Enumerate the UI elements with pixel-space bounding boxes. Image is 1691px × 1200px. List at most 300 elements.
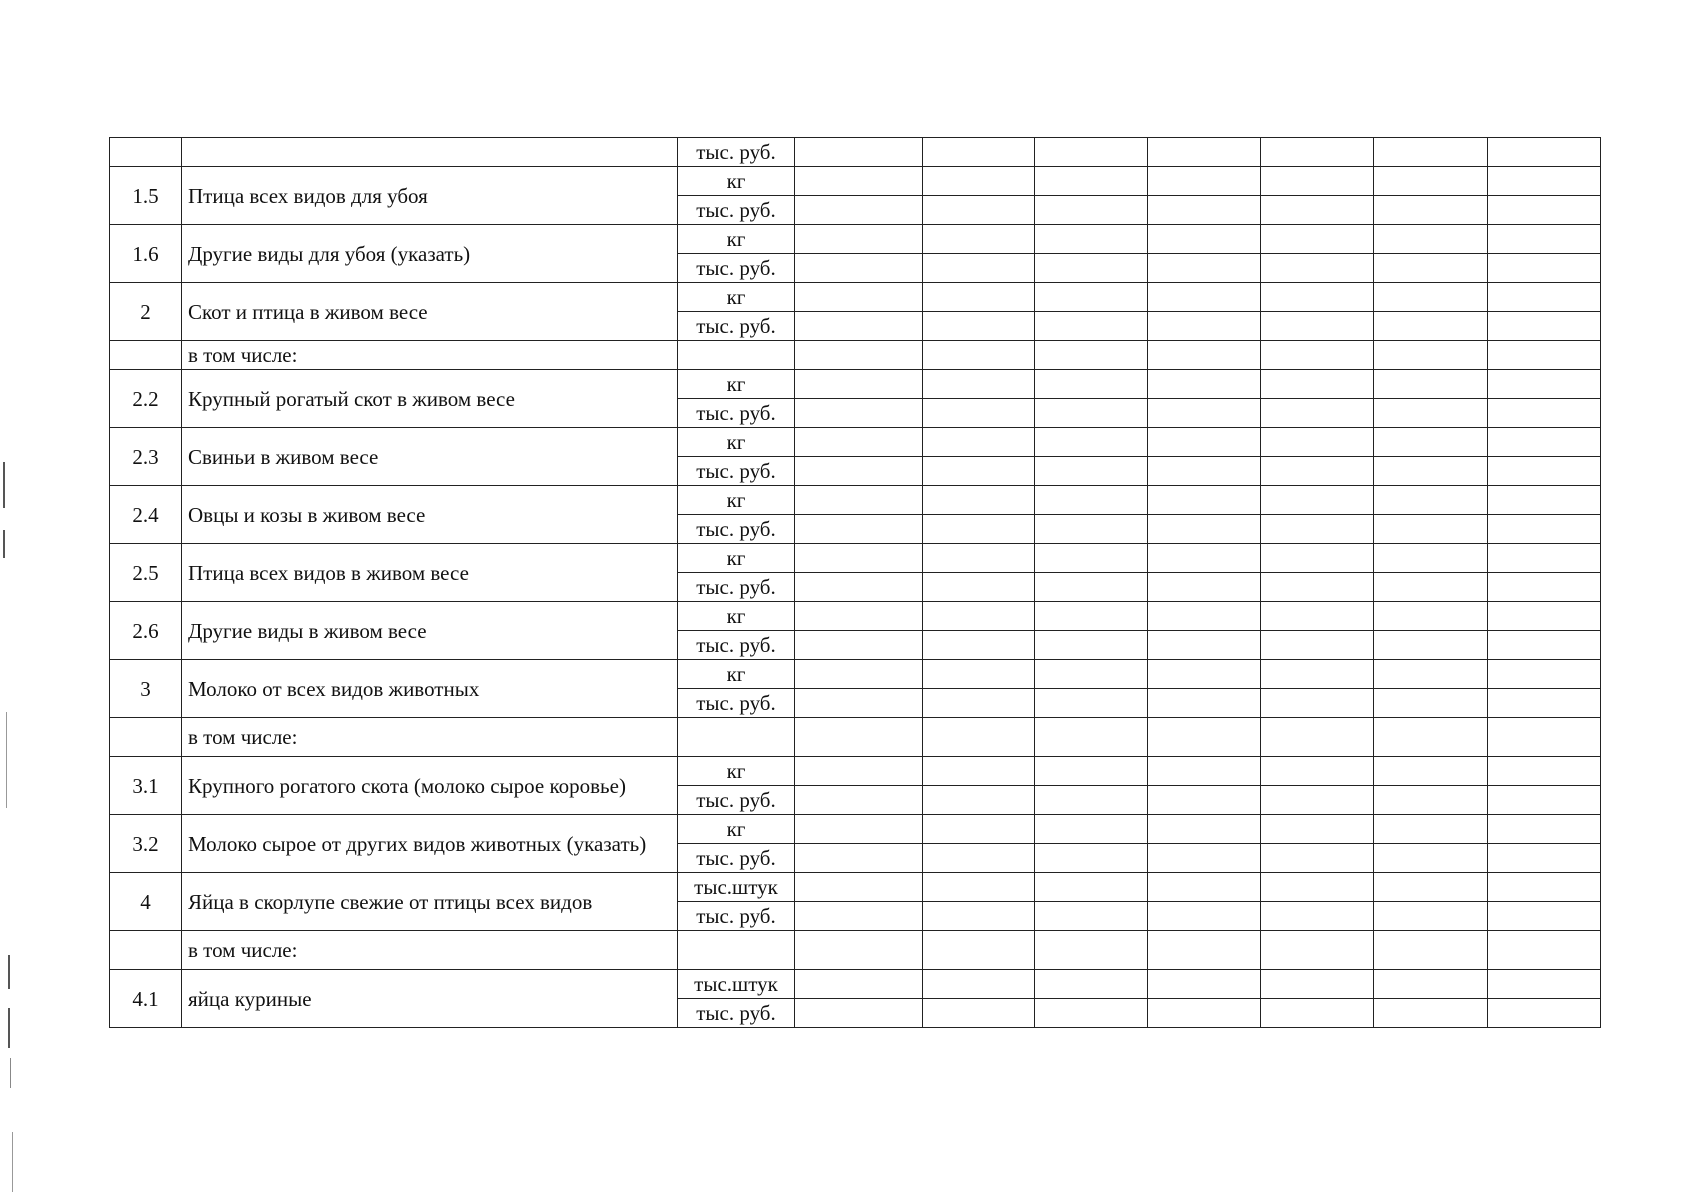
value-cell[interactable] bbox=[1261, 283, 1374, 312]
value-cell[interactable] bbox=[1035, 602, 1148, 631]
row-name: в том числе: bbox=[182, 718, 678, 757]
value-cell[interactable] bbox=[1148, 254, 1261, 283]
value-cell[interactable] bbox=[1148, 689, 1261, 718]
value-cell[interactable] bbox=[795, 167, 923, 196]
row-name: в том числе: bbox=[182, 931, 678, 970]
value-cell[interactable] bbox=[795, 544, 923, 573]
value-cell[interactable] bbox=[1488, 757, 1601, 786]
unit-cell: кг bbox=[678, 660, 795, 689]
value-cell[interactable] bbox=[1035, 815, 1148, 844]
row-number: 3.1 bbox=[110, 757, 182, 815]
row-number: 4.1 bbox=[110, 970, 182, 1028]
unit-cell: кг bbox=[678, 428, 795, 457]
value-cell[interactable] bbox=[1035, 660, 1148, 689]
value-cell[interactable] bbox=[923, 370, 1035, 399]
value-cell[interactable] bbox=[1374, 999, 1488, 1028]
value-cell[interactable] bbox=[1035, 902, 1148, 931]
row-number: 3 bbox=[110, 660, 182, 718]
unit-cell: тыс. руб. bbox=[678, 689, 795, 718]
value-cell[interactable] bbox=[1148, 573, 1261, 602]
value-cell[interactable] bbox=[1374, 844, 1488, 873]
value-cell[interactable] bbox=[1148, 631, 1261, 660]
value-cell[interactable] bbox=[1374, 283, 1488, 312]
row-number: 2.4 bbox=[110, 486, 182, 544]
value-cell[interactable] bbox=[1374, 515, 1488, 544]
value-cell[interactable] bbox=[1148, 312, 1261, 341]
row-number bbox=[110, 718, 182, 757]
value-cell[interactable] bbox=[795, 902, 923, 931]
value-cell[interactable] bbox=[923, 515, 1035, 544]
value-cell[interactable] bbox=[795, 515, 923, 544]
value-cell[interactable] bbox=[923, 999, 1035, 1028]
scan-artifact bbox=[12, 1132, 13, 1192]
value-cell[interactable] bbox=[795, 999, 923, 1028]
value-cell[interactable] bbox=[923, 399, 1035, 428]
value-cell[interactable] bbox=[1035, 631, 1148, 660]
value-cell[interactable] bbox=[1261, 573, 1374, 602]
value-cell[interactable] bbox=[795, 757, 923, 786]
value-cell[interactable] bbox=[795, 689, 923, 718]
value-cell[interactable] bbox=[1374, 312, 1488, 341]
value-cell[interactable] bbox=[795, 718, 923, 757]
row-name: Яйца в скорлупе свежие от птицы всех видов bbox=[182, 873, 678, 931]
row-number: 3.2 bbox=[110, 815, 182, 873]
value-cell[interactable] bbox=[795, 428, 923, 457]
value-cell[interactable] bbox=[1035, 515, 1148, 544]
table-row bbox=[110, 602, 1601, 631]
unit-cell: тыс. руб. bbox=[678, 999, 795, 1028]
value-cell[interactable] bbox=[923, 902, 1035, 931]
row-name: Другие виды для убоя (указать) bbox=[182, 225, 678, 283]
unit-cell: кг bbox=[678, 370, 795, 399]
value-cell[interactable] bbox=[923, 196, 1035, 225]
unit-cell: тыс.штук bbox=[678, 873, 795, 902]
unit-cell: тыс. руб. bbox=[678, 844, 795, 873]
scan-artifact bbox=[8, 1008, 10, 1048]
value-cell[interactable] bbox=[1488, 718, 1601, 757]
value-cell[interactable] bbox=[1261, 844, 1374, 873]
unit-cell bbox=[678, 341, 795, 370]
row-name: Птица всех видов для убоя bbox=[182, 167, 678, 225]
value-cell[interactable] bbox=[795, 138, 923, 167]
table-row bbox=[110, 931, 1601, 970]
scan-artifact bbox=[8, 955, 10, 989]
table-row bbox=[110, 873, 1601, 902]
unit-cell: кг bbox=[678, 225, 795, 254]
value-cell[interactable] bbox=[1488, 660, 1601, 689]
row-name: Крупного рогатого скота (молоко сырое коровье) bbox=[182, 757, 678, 815]
value-cell[interactable] bbox=[923, 786, 1035, 815]
unit-cell: тыс. руб. bbox=[678, 254, 795, 283]
value-cell[interactable] bbox=[1148, 970, 1261, 999]
unit-cell: кг bbox=[678, 602, 795, 631]
value-cell[interactable] bbox=[1035, 718, 1148, 757]
unit-cell: тыс. руб. bbox=[678, 399, 795, 428]
value-cell[interactable] bbox=[1261, 341, 1374, 370]
value-cell[interactable] bbox=[923, 138, 1035, 167]
value-cell[interactable] bbox=[1261, 999, 1374, 1028]
value-cell[interactable] bbox=[795, 196, 923, 225]
value-cell[interactable] bbox=[923, 254, 1035, 283]
value-cell[interactable] bbox=[1035, 312, 1148, 341]
value-cell[interactable] bbox=[795, 486, 923, 515]
value-cell[interactable] bbox=[1488, 931, 1601, 970]
unit-cell: кг bbox=[678, 815, 795, 844]
value-cell[interactable] bbox=[1488, 873, 1601, 902]
value-cell[interactable] bbox=[1148, 196, 1261, 225]
value-cell[interactable] bbox=[795, 341, 923, 370]
row-name: Молоко сырое от других видов животных (указать) bbox=[182, 815, 678, 873]
value-cell[interactable] bbox=[1374, 718, 1488, 757]
value-cell[interactable] bbox=[1261, 631, 1374, 660]
value-cell[interactable] bbox=[1374, 902, 1488, 931]
row-name: Скот и птица в живом весе bbox=[182, 283, 678, 341]
value-cell[interactable] bbox=[1488, 225, 1601, 254]
row-name: яйца куриные bbox=[182, 970, 678, 1028]
scan-artifact bbox=[10, 1058, 11, 1088]
row-number: 4 bbox=[110, 873, 182, 931]
unit-cell bbox=[678, 718, 795, 757]
value-cell[interactable] bbox=[1488, 786, 1601, 815]
value-cell[interactable] bbox=[1261, 399, 1374, 428]
unit-cell: кг bbox=[678, 486, 795, 515]
value-cell[interactable] bbox=[923, 283, 1035, 312]
value-cell[interactable] bbox=[1035, 457, 1148, 486]
value-cell[interactable] bbox=[1374, 873, 1488, 902]
table-row bbox=[110, 138, 1601, 167]
table-row bbox=[110, 718, 1601, 757]
value-cell[interactable] bbox=[1035, 573, 1148, 602]
value-cell[interactable] bbox=[1035, 999, 1148, 1028]
value-cell[interactable] bbox=[1261, 602, 1374, 631]
value-cell[interactable] bbox=[1374, 815, 1488, 844]
row-name: Молоко от всех видов животных bbox=[182, 660, 678, 718]
value-cell[interactable] bbox=[1374, 225, 1488, 254]
value-cell[interactable] bbox=[795, 602, 923, 631]
value-cell[interactable] bbox=[1148, 602, 1261, 631]
value-cell[interactable] bbox=[923, 225, 1035, 254]
value-cell[interactable] bbox=[923, 167, 1035, 196]
value-cell[interactable] bbox=[1488, 399, 1601, 428]
value-cell[interactable] bbox=[1035, 399, 1148, 428]
value-cell[interactable] bbox=[1035, 544, 1148, 573]
value-cell[interactable] bbox=[1148, 283, 1261, 312]
value-cell[interactable] bbox=[795, 660, 923, 689]
value-cell[interactable] bbox=[1488, 283, 1601, 312]
value-cell[interactable] bbox=[1374, 428, 1488, 457]
value-cell[interactable] bbox=[1261, 138, 1374, 167]
value-cell[interactable] bbox=[923, 544, 1035, 573]
value-cell[interactable] bbox=[1488, 370, 1601, 399]
livestock-products-table bbox=[109, 137, 1601, 1028]
table-row bbox=[110, 660, 1601, 689]
value-cell[interactable] bbox=[795, 970, 923, 999]
value-cell[interactable] bbox=[923, 631, 1035, 660]
value-cell[interactable] bbox=[795, 786, 923, 815]
value-cell[interactable] bbox=[795, 931, 923, 970]
unit-cell: тыс. руб. bbox=[678, 196, 795, 225]
row-name: Овцы и козы в живом весе bbox=[182, 486, 678, 544]
row-number: 2.2 bbox=[110, 370, 182, 428]
value-cell[interactable] bbox=[923, 486, 1035, 515]
value-cell[interactable] bbox=[1261, 718, 1374, 757]
value-cell[interactable] bbox=[1148, 428, 1261, 457]
unit-cell: кг bbox=[678, 283, 795, 312]
value-cell[interactable] bbox=[1148, 167, 1261, 196]
value-cell[interactable] bbox=[1035, 225, 1148, 254]
value-cell[interactable] bbox=[1148, 341, 1261, 370]
table-row bbox=[110, 970, 1601, 999]
value-cell[interactable] bbox=[1374, 138, 1488, 167]
value-cell[interactable] bbox=[923, 844, 1035, 873]
unit-cell: тыс. руб. bbox=[678, 457, 795, 486]
unit-cell: тыс. руб. bbox=[678, 515, 795, 544]
value-cell[interactable] bbox=[1374, 660, 1488, 689]
value-cell[interactable] bbox=[795, 873, 923, 902]
row-number: 2 bbox=[110, 283, 182, 341]
value-cell[interactable] bbox=[1035, 196, 1148, 225]
value-cell[interactable] bbox=[795, 225, 923, 254]
value-cell[interactable] bbox=[1374, 544, 1488, 573]
value-cell[interactable] bbox=[923, 312, 1035, 341]
row-number: 2.6 bbox=[110, 602, 182, 660]
value-cell[interactable] bbox=[1261, 902, 1374, 931]
value-cell[interactable] bbox=[1374, 931, 1488, 970]
value-cell[interactable] bbox=[1261, 786, 1374, 815]
value-cell[interactable] bbox=[795, 815, 923, 844]
value-cell[interactable] bbox=[1035, 873, 1148, 902]
value-cell[interactable] bbox=[1035, 844, 1148, 873]
value-cell[interactable] bbox=[1148, 844, 1261, 873]
row-name: Птица всех видов в живом весе bbox=[182, 544, 678, 602]
value-cell[interactable] bbox=[1374, 399, 1488, 428]
value-cell[interactable] bbox=[1148, 815, 1261, 844]
value-cell[interactable] bbox=[1035, 970, 1148, 999]
value-cell[interactable] bbox=[1488, 902, 1601, 931]
value-cell[interactable] bbox=[1261, 873, 1374, 902]
value-cell[interactable] bbox=[923, 757, 1035, 786]
value-cell[interactable] bbox=[1488, 573, 1601, 602]
unit-cell: тыс.штук bbox=[678, 970, 795, 999]
value-cell[interactable] bbox=[1488, 457, 1601, 486]
value-cell[interactable] bbox=[795, 573, 923, 602]
value-cell[interactable] bbox=[1261, 486, 1374, 515]
unit-cell: кг bbox=[678, 167, 795, 196]
value-cell[interactable] bbox=[1261, 970, 1374, 999]
unit-cell: кг bbox=[678, 757, 795, 786]
value-cell[interactable] bbox=[1035, 167, 1148, 196]
value-cell[interactable] bbox=[1261, 370, 1374, 399]
value-cell[interactable] bbox=[795, 370, 923, 399]
unit-cell bbox=[678, 931, 795, 970]
value-cell[interactable] bbox=[1374, 689, 1488, 718]
value-cell[interactable] bbox=[1261, 515, 1374, 544]
row-number: 2.3 bbox=[110, 428, 182, 486]
value-cell[interactable] bbox=[1035, 254, 1148, 283]
value-cell[interactable] bbox=[1374, 970, 1488, 999]
table-row bbox=[110, 815, 1601, 844]
value-cell[interactable] bbox=[923, 970, 1035, 999]
value-cell[interactable] bbox=[1374, 254, 1488, 283]
value-cell[interactable] bbox=[1488, 341, 1601, 370]
value-cell[interactable] bbox=[1488, 428, 1601, 457]
value-cell[interactable] bbox=[923, 602, 1035, 631]
value-cell[interactable] bbox=[1035, 370, 1148, 399]
value-cell[interactable] bbox=[1374, 573, 1488, 602]
value-cell[interactable] bbox=[1261, 457, 1374, 486]
scan-artifact bbox=[3, 530, 5, 558]
value-cell[interactable] bbox=[1035, 138, 1148, 167]
value-cell[interactable] bbox=[1261, 428, 1374, 457]
value-cell[interactable] bbox=[1148, 786, 1261, 815]
value-cell[interactable] bbox=[1261, 757, 1374, 786]
row-number bbox=[110, 341, 182, 370]
value-cell[interactable] bbox=[1148, 873, 1261, 902]
value-cell[interactable] bbox=[1488, 196, 1601, 225]
value-cell[interactable] bbox=[1261, 254, 1374, 283]
value-cell[interactable] bbox=[1148, 902, 1261, 931]
value-cell[interactable] bbox=[1488, 167, 1601, 196]
value-cell[interactable] bbox=[1374, 370, 1488, 399]
value-cell[interactable] bbox=[1374, 786, 1488, 815]
row-name bbox=[182, 138, 678, 167]
row-number: 1.5 bbox=[110, 167, 182, 225]
table-row bbox=[110, 544, 1601, 573]
value-cell[interactable] bbox=[1374, 457, 1488, 486]
value-cell[interactable] bbox=[1261, 660, 1374, 689]
value-cell[interactable] bbox=[1488, 486, 1601, 515]
value-cell[interactable] bbox=[1261, 225, 1374, 254]
value-cell[interactable] bbox=[1035, 689, 1148, 718]
value-cell[interactable] bbox=[1261, 544, 1374, 573]
value-cell[interactable] bbox=[1488, 602, 1601, 631]
unit-cell: тыс. руб. bbox=[678, 573, 795, 602]
value-cell[interactable] bbox=[1261, 815, 1374, 844]
unit-cell: тыс. руб. bbox=[678, 786, 795, 815]
unit-cell: тыс. руб. bbox=[678, 312, 795, 341]
value-cell[interactable] bbox=[1261, 312, 1374, 341]
value-cell[interactable] bbox=[1261, 931, 1374, 970]
value-cell[interactable] bbox=[1148, 660, 1261, 689]
table-row bbox=[110, 428, 1601, 457]
value-cell[interactable] bbox=[1488, 999, 1601, 1028]
value-cell[interactable] bbox=[1148, 457, 1261, 486]
value-cell[interactable] bbox=[1148, 370, 1261, 399]
value-cell[interactable] bbox=[1148, 999, 1261, 1028]
unit-cell: тыс. руб. bbox=[678, 631, 795, 660]
table-row bbox=[110, 225, 1601, 254]
value-cell[interactable] bbox=[923, 573, 1035, 602]
value-cell[interactable] bbox=[1374, 341, 1488, 370]
value-cell[interactable] bbox=[795, 254, 923, 283]
value-cell[interactable] bbox=[1148, 138, 1261, 167]
value-cell[interactable] bbox=[923, 718, 1035, 757]
value-cell[interactable] bbox=[1488, 544, 1601, 573]
scan-artifact bbox=[3, 462, 5, 508]
value-cell[interactable] bbox=[1035, 486, 1148, 515]
value-cell[interactable] bbox=[1148, 486, 1261, 515]
value-cell[interactable] bbox=[1488, 970, 1601, 999]
value-cell[interactable] bbox=[1148, 718, 1261, 757]
value-cell[interactable] bbox=[923, 428, 1035, 457]
value-cell[interactable] bbox=[923, 341, 1035, 370]
value-cell[interactable] bbox=[795, 844, 923, 873]
value-cell[interactable] bbox=[923, 689, 1035, 718]
value-cell[interactable] bbox=[795, 631, 923, 660]
value-cell[interactable] bbox=[1261, 167, 1374, 196]
value-cell[interactable] bbox=[923, 457, 1035, 486]
value-cell[interactable] bbox=[923, 931, 1035, 970]
value-cell[interactable] bbox=[1488, 689, 1601, 718]
value-cell[interactable] bbox=[1148, 931, 1261, 970]
value-cell[interactable] bbox=[923, 873, 1035, 902]
value-cell[interactable] bbox=[1374, 196, 1488, 225]
row-number: 2.5 bbox=[110, 544, 182, 602]
row-number bbox=[110, 931, 182, 970]
row-name: Другие виды в живом весе bbox=[182, 602, 678, 660]
value-cell[interactable] bbox=[1148, 544, 1261, 573]
table-row bbox=[110, 370, 1601, 399]
value-cell[interactable] bbox=[1488, 312, 1601, 341]
unit-cell: кг bbox=[678, 544, 795, 573]
value-cell[interactable] bbox=[1261, 689, 1374, 718]
value-cell[interactable] bbox=[1261, 196, 1374, 225]
value-cell[interactable] bbox=[1148, 515, 1261, 544]
value-cell[interactable] bbox=[923, 660, 1035, 689]
value-cell[interactable] bbox=[1035, 428, 1148, 457]
value-cell[interactable] bbox=[1488, 631, 1601, 660]
value-cell[interactable] bbox=[1148, 399, 1261, 428]
value-cell[interactable] bbox=[1488, 515, 1601, 544]
unit-cell: тыс. руб. bbox=[678, 902, 795, 931]
value-cell[interactable] bbox=[1374, 167, 1488, 196]
value-cell[interactable] bbox=[1374, 602, 1488, 631]
value-cell[interactable] bbox=[1488, 254, 1601, 283]
table-body bbox=[110, 138, 1601, 1028]
table-row bbox=[110, 167, 1601, 196]
table-row bbox=[110, 341, 1601, 370]
value-cell[interactable] bbox=[1374, 757, 1488, 786]
value-cell[interactable] bbox=[923, 815, 1035, 844]
value-cell[interactable] bbox=[1148, 225, 1261, 254]
row-name: Крупный рогатый скот в живом весе bbox=[182, 370, 678, 428]
row-name: в том числе: bbox=[182, 341, 678, 370]
value-cell[interactable] bbox=[1035, 757, 1148, 786]
row-number bbox=[110, 138, 182, 167]
value-cell[interactable] bbox=[795, 399, 923, 428]
value-cell[interactable] bbox=[1374, 631, 1488, 660]
row-name: Свиньи в живом весе bbox=[182, 428, 678, 486]
value-cell[interactable] bbox=[1035, 283, 1148, 312]
table-row bbox=[110, 757, 1601, 786]
value-cell[interactable] bbox=[795, 457, 923, 486]
value-cell[interactable] bbox=[795, 283, 923, 312]
row-number: 1.6 bbox=[110, 225, 182, 283]
value-cell[interactable] bbox=[1148, 757, 1261, 786]
table-row bbox=[110, 486, 1601, 515]
value-cell[interactable] bbox=[1488, 138, 1601, 167]
value-cell[interactable] bbox=[1488, 815, 1601, 844]
value-cell[interactable] bbox=[1035, 341, 1148, 370]
value-cell[interactable] bbox=[1035, 786, 1148, 815]
value-cell[interactable] bbox=[1488, 844, 1601, 873]
table-row bbox=[110, 283, 1601, 312]
value-cell[interactable] bbox=[795, 312, 923, 341]
value-cell[interactable] bbox=[1035, 931, 1148, 970]
scan-artifact bbox=[6, 712, 7, 808]
unit-cell: тыс. руб. bbox=[678, 138, 795, 167]
value-cell[interactable] bbox=[1374, 486, 1488, 515]
